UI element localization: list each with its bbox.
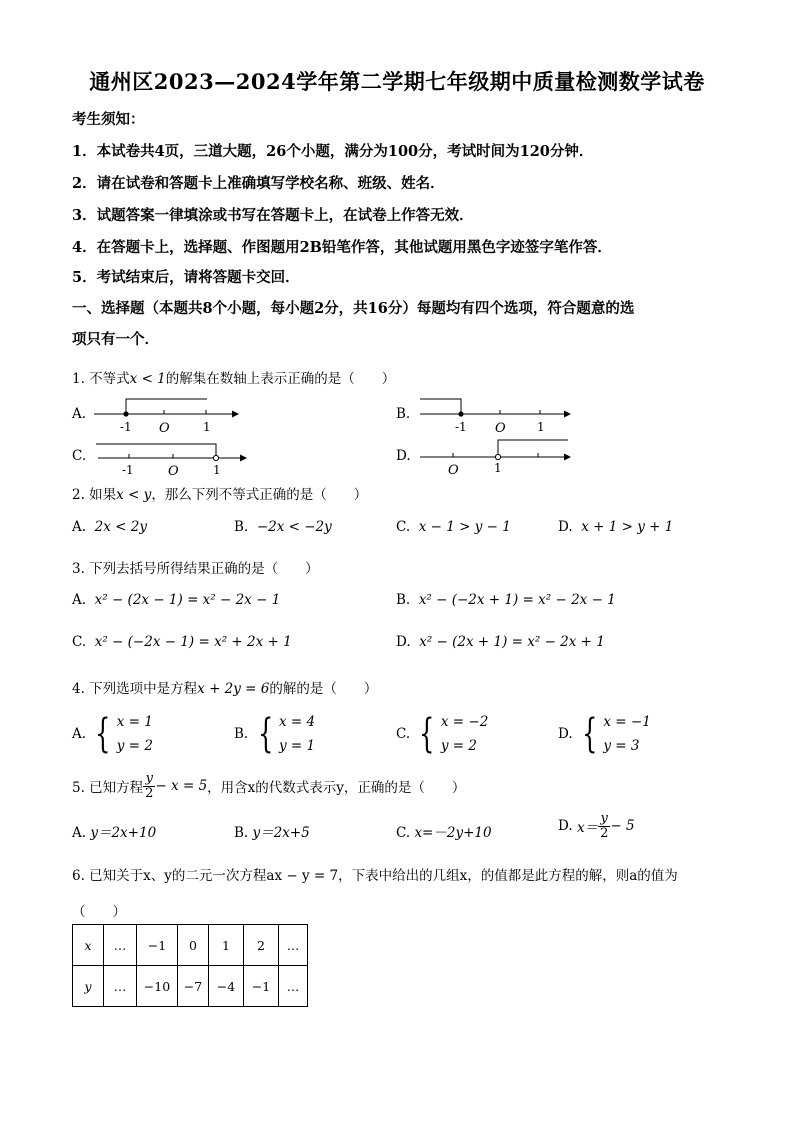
table-cell: …	[279, 966, 308, 1007]
table-cell: 0	[178, 925, 209, 966]
table-cell: −4	[209, 966, 244, 1007]
q1-option-d-label: D.	[396, 448, 411, 464]
table-cell: …	[279, 925, 308, 966]
q3-option-c: C. x² − (−2x − 1) = x² + 2x + 1	[72, 634, 292, 650]
table-row	[73, 966, 308, 1007]
q4-option-d: D. { x = −1 y = 3	[558, 711, 651, 757]
notice-item-5: 5．考试结束后，请将答题卡交回．	[72, 269, 300, 286]
tick-label: -1	[120, 420, 132, 434]
table-cell: …	[104, 925, 137, 966]
q1-option-a-label: A.	[72, 406, 87, 422]
q3-option-a: A. x² − (2x − 1) = x² − 2x − 1	[72, 592, 281, 608]
notice-item-4: 4．在答题卡上，选择题、作图题用2B铅笔作答，其他试题用黑色字迹签字笔作答．	[72, 239, 612, 256]
question-4-stem: 4. 下列选项中是方程x + 2y = 6的解的是（ ）	[72, 681, 378, 697]
table-cell: −10	[137, 966, 178, 1007]
solutions-table	[72, 924, 308, 1007]
table-cell: −1	[137, 925, 178, 966]
q2-option-a: A. 2x < 2y	[72, 519, 147, 535]
tick-label: 1	[537, 420, 545, 434]
q2-option-b: B. −2x < −2y	[234, 519, 332, 535]
q4-option-c: C. { x = −2 y = 2	[396, 711, 489, 757]
origin-label: O	[159, 421, 170, 436]
table-cell: …	[104, 966, 137, 1007]
q1-number-line-d	[418, 432, 578, 476]
table-row	[73, 925, 308, 966]
tick-label: 1	[213, 463, 221, 477]
question-1-stem: 1. 不等式x < 1的解集在数轴上表示正确的是（ ）	[72, 371, 396, 387]
table-cell: x	[73, 925, 104, 966]
q1-number-line-a	[92, 394, 242, 438]
notice-item-1: 1．本试卷共4页，三道大题，26个小题，满分为100分，考试时间为120分钟．	[72, 143, 594, 160]
origin-label: O	[168, 464, 179, 478]
page-title: 通州区2023—2024学年第二学期七年级期中质量检测数学试卷	[89, 69, 705, 94]
q5-option-a: A. y＝2x+10	[72, 825, 157, 841]
notice-item-3: 3．试题答案一律填涂或书写在答题卡上，在试卷上作答无效．	[72, 207, 474, 224]
q1-option-b-label: B.	[396, 406, 411, 422]
q5-option-d: D. x＝ $\frac{y}{2}$ − 5	[558, 811, 635, 841]
section-heading-line1: 一、选择题（本题共8个小题，每小题2分，共16分）每题均有四个选项，符合题意的选	[72, 300, 635, 317]
table-cell: 2	[244, 925, 279, 966]
q3-option-b: B. x² − (−2x + 1) = x² − 2x − 1	[396, 592, 616, 608]
origin-label: O	[448, 463, 459, 476]
q3-option-d: D. x² − (2x + 1) = x² − 2x + 1	[396, 634, 605, 650]
table-cell: y	[73, 966, 104, 1007]
question-5-stem: 5. 已知方程 $\frac{y}{2}$ − x = 5，用含x的代数式表示y，正确的是（ ）	[72, 771, 466, 801]
question-2-stem: 2. 如果x < y，那么下列不等式正确的是（ ）	[72, 487, 368, 503]
q1-number-line-c	[96, 438, 256, 478]
tick-label: -1	[122, 463, 134, 477]
tick-label: -1	[455, 420, 467, 434]
q4-option-a: A. { x = 1 y = 2	[72, 711, 153, 757]
section-heading-line2: 项只有一个．	[72, 331, 159, 348]
tick-label: 1	[203, 420, 211, 434]
origin-label: O	[495, 421, 506, 436]
table-cell: 1	[209, 925, 244, 966]
q2-option-c: C. x − 1 > y − 1	[396, 519, 511, 535]
q1-option-c-label: C.	[72, 448, 87, 464]
table-cell: −1	[244, 966, 279, 1007]
q5-option-c: C. x=－2y+10	[396, 825, 492, 841]
table-cell: −7	[178, 966, 209, 1007]
question-6-stem-line2: （ ）	[72, 904, 126, 920]
question-6-stem: 6. 已知关于x、y的二元一次方程ax − y = 7，下表中给出的几组x，的值都是此方程的解，则a的值为	[72, 868, 678, 884]
question-3-stem: 3. 下列去括号所得结果正确的是（ ）	[72, 561, 319, 577]
tick-label: 1	[494, 461, 502, 475]
q4-option-b: B. { x = 4 y = 1	[234, 711, 316, 757]
q2-option-d: D. x + 1 > y + 1	[558, 519, 674, 535]
notice-heading: 考生须知：	[72, 111, 145, 128]
notice-item-2: 2．请在试卷和答题卡上准确填写学校名称、班级、姓名．	[72, 175, 445, 192]
q5-option-b: B. y＝2x+5	[234, 825, 310, 841]
